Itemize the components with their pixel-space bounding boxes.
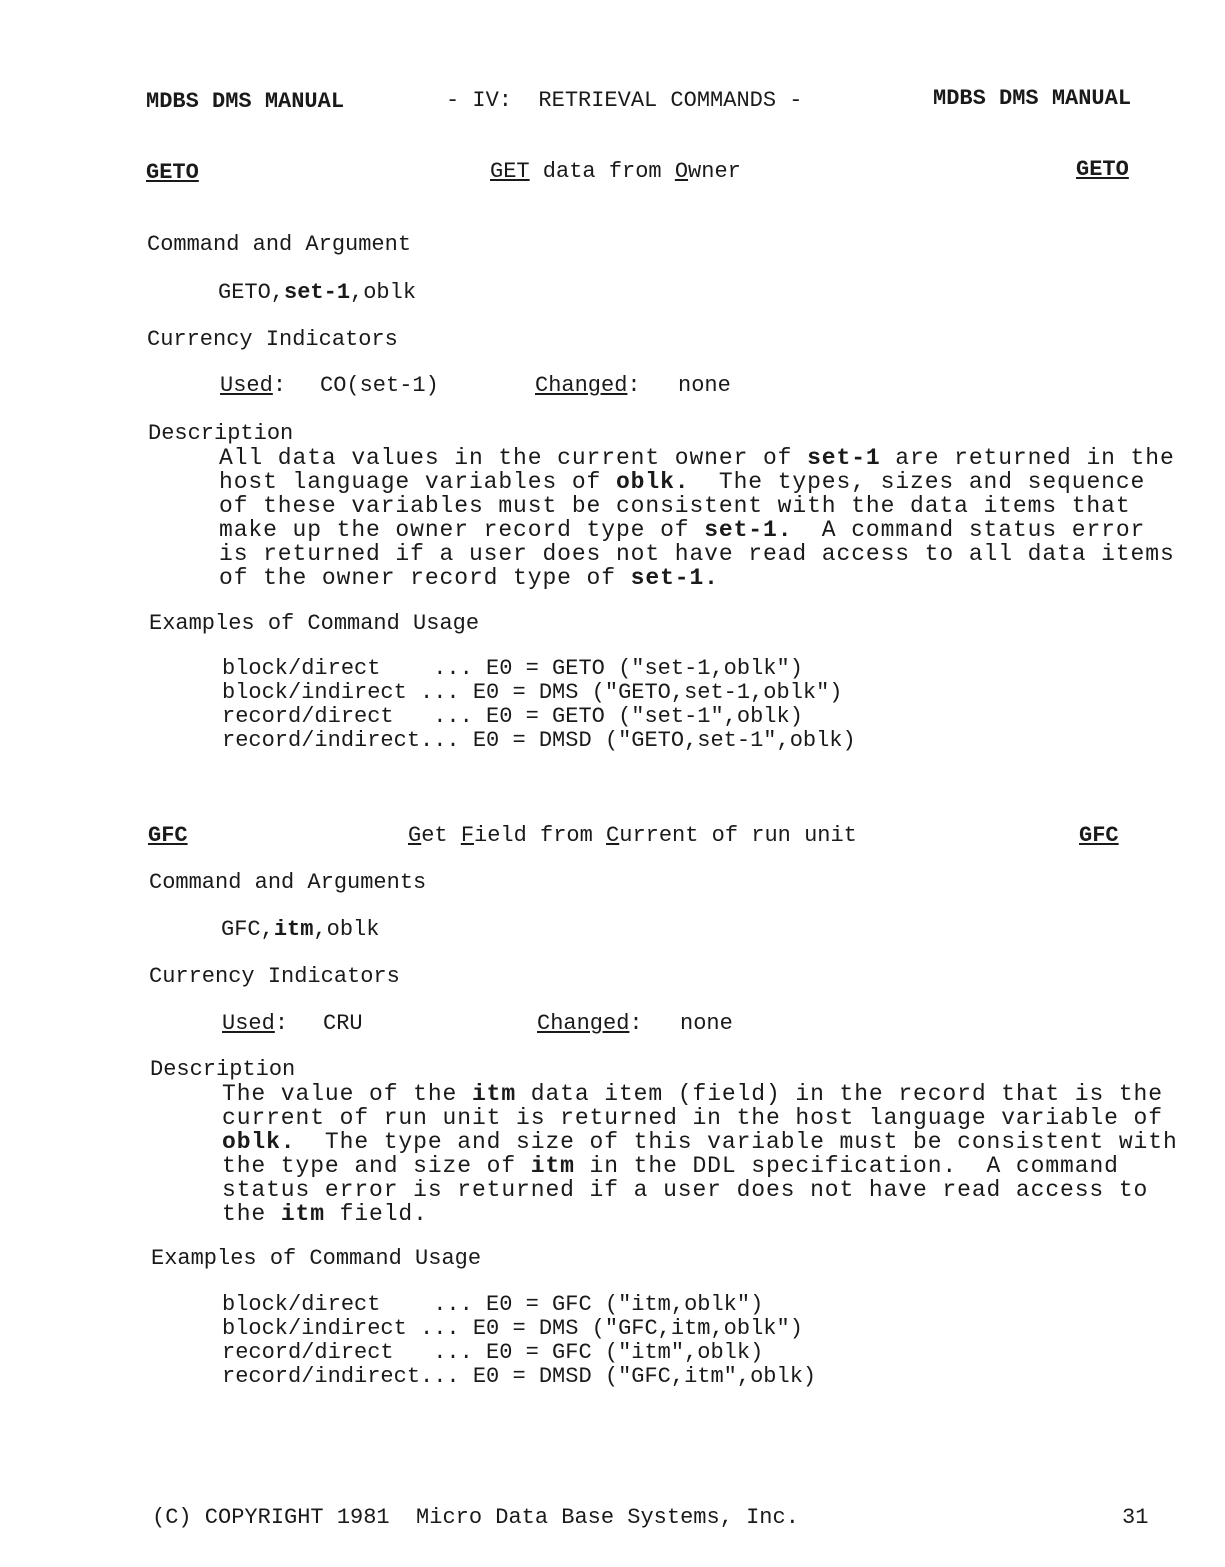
description-segment: host language variables of [219, 469, 616, 495]
description-line [219, 518, 1145, 542]
command-heading: Command and Arguments [149, 870, 427, 895]
description-line [219, 446, 1175, 470]
title-part: ield from [474, 823, 607, 848]
description-line [222, 1130, 1178, 1154]
description-segment: All data values in the current owner of [219, 445, 808, 471]
example-line: record/direct ... E0 = GETO ("set-1",oblk) [222, 704, 803, 729]
changed-label-text: Changed [537, 1011, 630, 1036]
description-line [222, 1106, 1163, 1130]
example-line: record/direct ... E0 = GFC ("itm",oblk) [222, 1340, 764, 1365]
example-line: record/indirect... E0 = DMSD ("GFC,itm",oblk) [222, 1364, 817, 1389]
example-line: block/indirect ... E0 = DMS ("GFC,itm,oblk") [222, 1316, 803, 1341]
description-segment: set-1 [807, 445, 881, 471]
description-segment: oblk. [615, 469, 690, 495]
section-code-right: GFC [1079, 823, 1119, 848]
used-label: Used: [220, 373, 287, 398]
description-segment: The type and size of this variable must be consistent with [295, 1129, 1178, 1155]
examples-heading: Examples of Command Usage [149, 611, 480, 636]
section-title [408, 824, 857, 848]
section-code-right: GETO [1076, 157, 1129, 182]
command-part: oblk [326, 917, 380, 942]
description-segment: itm [280, 1201, 325, 1227]
section-code-left: GETO [146, 160, 199, 185]
description-heading: Description [150, 1057, 296, 1082]
description-segment: set-1. [630, 565, 719, 591]
description-segment: make up the owner record type of [219, 517, 705, 543]
description-segment: is returned if a user does not have read access to all data items [219, 541, 1175, 567]
description-segment: field. [324, 1201, 428, 1227]
description-segment: oblk. [222, 1129, 296, 1155]
command-part: GETO, [218, 280, 285, 305]
description-line [219, 542, 1175, 566]
title-part: data from [529, 159, 675, 184]
description-line [222, 1154, 1119, 1178]
examples-heading: Examples of Command Usage [151, 1246, 482, 1271]
command-part: oblk [363, 280, 417, 305]
title-part: O [674, 159, 689, 184]
currency-heading: Currency Indicators [149, 964, 400, 989]
description-segment: The value of the [222, 1081, 472, 1107]
footer-copyright: (C) COPYRIGHT 1981 Micro Data Base Systems, Inc. [152, 1505, 799, 1530]
description-segment: current of run unit is returned in the host language variable of [222, 1105, 1163, 1131]
command-part: GFC, [221, 917, 274, 942]
used-value: CRU [323, 1011, 363, 1036]
description-heading: Description [148, 421, 294, 446]
command-part: set-1 [284, 280, 351, 305]
used-label: Used: [222, 1011, 289, 1036]
title-part: F [460, 823, 475, 848]
description-segment: status error is returned if a user does not have read access to [222, 1177, 1149, 1203]
changed-label: Changed: [537, 1011, 643, 1036]
description-line [219, 566, 719, 590]
changed-label-text: Changed [535, 373, 628, 398]
command-part: itm [273, 917, 314, 942]
used-value: CO(set-1) [320, 373, 439, 398]
title-part: G [408, 823, 422, 848]
description-segment: data item (field) in the record that is the [516, 1081, 1163, 1107]
description-segment: set-1. [704, 517, 793, 543]
description-segment: A command status error [792, 517, 1146, 543]
changed-label: Changed: [535, 373, 641, 398]
description-line [219, 470, 1145, 494]
description-line [222, 1178, 1148, 1202]
description-line [219, 494, 1131, 518]
currency-heading: Currency Indicators [147, 327, 398, 352]
description-segment: of these variables must be consistent with the data items that [219, 493, 1131, 519]
example-line: record/indirect... E0 = DMSD ("GETO,set-1",oblk) [222, 728, 856, 753]
used-label-text: Used [222, 1011, 275, 1036]
section-title [490, 160, 741, 184]
example-line: block/indirect ... E0 = DMS ("GETO,set-1,oblk") [222, 680, 843, 705]
header-left: MDBS DMS MANUAL [146, 89, 345, 114]
title-part: wner [688, 159, 741, 184]
description-segment: The types, sizes and sequence [689, 469, 1146, 495]
changed-value: none [680, 1011, 733, 1036]
description-segment: of the owner record type of [219, 565, 631, 591]
title-part: GET [490, 159, 530, 184]
title-part: urrent of run unit [619, 823, 857, 848]
command-part: , [350, 280, 364, 305]
description-segment: itm [530, 1153, 575, 1179]
example-line: block/direct ... E0 = GFC ("itm,oblk") [222, 1292, 764, 1317]
page-number: 31 [1122, 1505, 1149, 1530]
description-segment: the [222, 1201, 281, 1227]
description-segment: the type and size of [222, 1153, 531, 1179]
section-code-left: GFC [148, 823, 188, 848]
title-part: et [421, 823, 461, 848]
command-heading: Command and Argument [147, 232, 412, 257]
command-syntax [218, 281, 416, 305]
command-syntax [221, 918, 379, 942]
description-segment: itm [471, 1081, 517, 1107]
changed-value: none [678, 373, 731, 398]
description-segment: in the DDL specification. A command [574, 1153, 1119, 1179]
command-part: , [313, 917, 327, 942]
description-line [222, 1202, 428, 1226]
used-label-text: Used [220, 373, 273, 398]
header-right: MDBS DMS MANUAL [933, 86, 1132, 111]
title-part: C [606, 823, 620, 848]
header-center: - IV: RETRIEVAL COMMANDS - [446, 88, 803, 113]
example-line: block/direct ... E0 = GETO ("set-1,oblk") [222, 656, 803, 681]
description-line [222, 1082, 1163, 1106]
description-segment: are returned in the [880, 445, 1175, 471]
